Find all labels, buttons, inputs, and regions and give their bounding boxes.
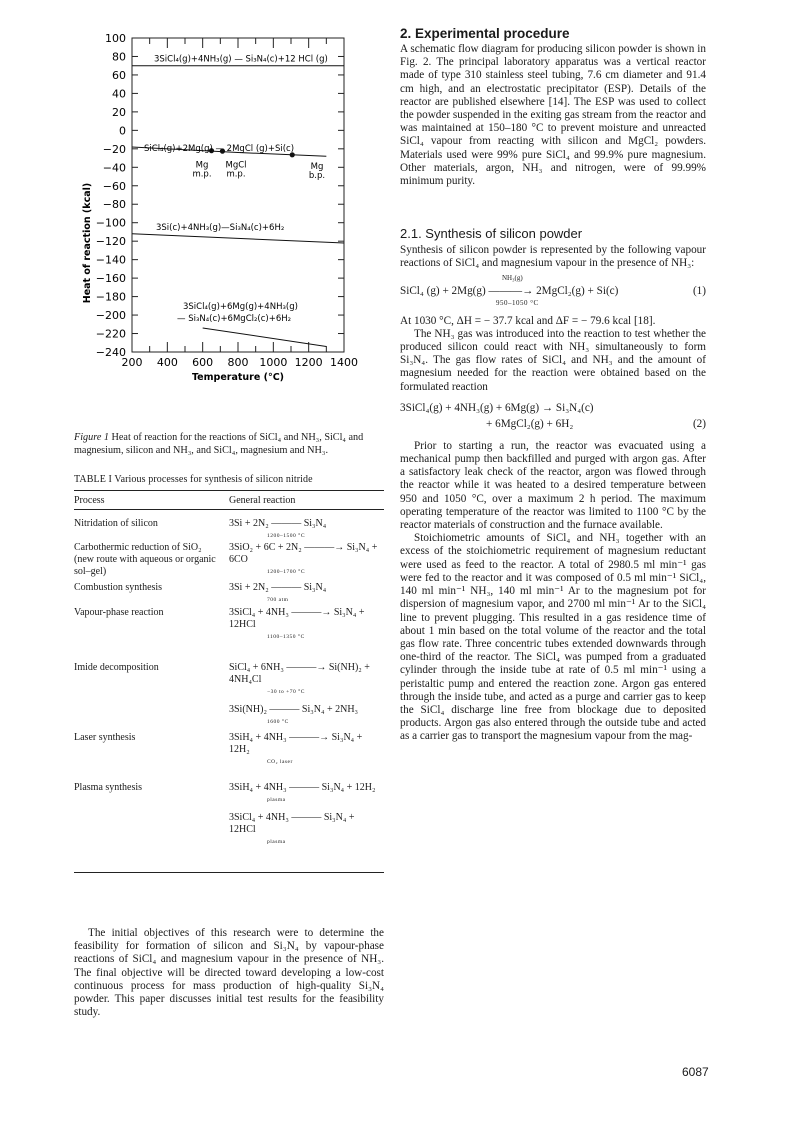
table-cell-process: Laser synthesis — [74, 732, 136, 743]
annotation-3-type: b.p. — [308, 171, 326, 182]
series-label-3: 3Si(c)+4NH₃(g)—Si₃N₄(c)+6H₂ — [156, 222, 285, 233]
x-tick-label: 1200 — [294, 356, 323, 369]
table-cell-reaction: 3SiO₂ + 6C + 2N₂ ———→ Si₃N₄ + 6CO 1200–1700 °C — [229, 542, 379, 584]
table-header-row — [74, 491, 384, 509]
table-cell-process: Imide decomposition — [74, 662, 159, 673]
table-title: TABLE I Various processes for synthesis of silicon nitride — [74, 474, 313, 485]
eq1-below: 950–1050 °C — [496, 298, 539, 307]
x-tick-label: 600 — [192, 356, 214, 369]
y-tick-label: −140 — [95, 253, 126, 267]
eq2-number: (2) — [692, 417, 706, 430]
annotation-2-type: m.p. — [226, 169, 246, 180]
y-tick-label: −180 — [95, 290, 126, 304]
table-cell-process: Carbothermic reduction of SiO₂ (new route with aqueous or organic sol–gel) — [74, 542, 216, 577]
series-line-4 — [203, 328, 327, 346]
table-cell-reaction: 3SiCl₄ + 4NH₃ ———→ Si₃N₄ + 12HCl 1100–1350 °C — [229, 607, 379, 649]
table-header-process: Process — [74, 495, 105, 506]
caption-label: Figure 1 — [74, 432, 109, 443]
y-tick-label: −40 — [102, 161, 126, 175]
section-2-heading: 2. Experimental procedure — [400, 26, 570, 41]
section-2-1-paragraph: Synthesis of silicon powder is represented by the following vapour reactions of SiCl₄ and magnesium vapour in the presence of NH₃: — [400, 244, 706, 270]
page-number: 6087 — [682, 1065, 709, 1079]
y-tick-label: −240 — [95, 346, 126, 359]
y-tick-label: −80 — [102, 198, 126, 212]
y-tick-label: −120 — [95, 235, 126, 249]
table-cell-reaction: 3Si + 2N₂ ——— Si₃N₄ 1200–1500 °C — [229, 518, 379, 548]
series-line-3 — [132, 234, 344, 243]
table-cell-note: 1100–1350 °C — [267, 634, 305, 640]
eq1-above: NH₃(g) — [502, 273, 523, 282]
eq1-result: At 1030 °C, ΔH = − 37.7 kcal and ΔF = − 79.6 kcal [18]. — [400, 314, 656, 327]
annotation-2-name: MgCl — [225, 160, 247, 171]
eq2-line1: 3SiCl₄(g) + 4NH₃(g) + 6Mg(g) → Si₃N₄(c) — [400, 401, 594, 414]
annotation-3-name: Mg — [310, 162, 324, 173]
table-cell-note: 1200–1700 °C — [267, 569, 305, 575]
y-tick-label: −220 — [95, 327, 126, 341]
eq1-text: SiCl₄ (g) + 2Mg(g) ———→ 2MgCl₂(g) + Si(c) — [400, 284, 619, 297]
y-tick-label: 60 — [112, 68, 126, 82]
nh3-paragraph: The NH₃ gas was introduced into the reaction to test whether the produced silicon could react with NH₃ simultaneously to form Si₃N₄. The gas flow rates of SiCl₄ and NH₃ and the amount of magnesium needed for the reaction were obtained based on the formulated reaction — [400, 327, 706, 393]
table-cell-reaction: 3SiH₄ + 4NH₃ ——— Si₃N₄ + 12H₂ plasma 3SiCl₄ + 4NH₃ ——— Si₃N₄ + 12HCl plasma — [229, 782, 379, 854]
table-cell-note: 1600 °C — [267, 719, 289, 725]
x-tick-label: 200 — [121, 356, 143, 369]
series-label-2: SiCl₄(g)+2Mg(g) — 2MgCl (g)+Si(c) — [144, 143, 295, 154]
table-header-reaction: General reaction — [229, 495, 296, 506]
table-cell-process: Vapour-phase reaction — [74, 607, 164, 618]
x-tick-label: 1400 — [330, 356, 358, 369]
annotation-1-type: m.p. — [192, 169, 212, 180]
x-tick-label: 400 — [156, 356, 178, 369]
table-cell-process: Plasma synthesis — [74, 782, 143, 793]
y-tick-label: −200 — [95, 309, 126, 323]
annotation-1-name: Mg — [195, 160, 209, 171]
run-paragraph: Prior to starting a run, the reactor was evacuated using a mechanical pump then backfilled and purged with argon gas. After a satisfactory leak check of the reactor, argon was flowed through the reactor while it was heated to a desired temperature between 950 and 1050 °C, over a maximum 2 h period. The maximum operating temperature of the reactor was limited to 1100 °C by the reactor materials of construction and the furnace available. — [400, 439, 706, 532]
table-cell-reaction: 3SiH₄ + 4NH₃ ———→ Si₃N₄ + 12H₂ CO₂ laser — [229, 732, 379, 774]
figure-1-chart — [74, 24, 414, 424]
y-tick-label: 100 — [105, 32, 126, 45]
y-tick-label: 0 — [119, 124, 126, 138]
eq2-line2: + 6MgCl₂(g) + 6H₂ — [486, 417, 574, 430]
y-tick-label: 20 — [112, 105, 126, 119]
table-bottom-rule — [74, 872, 384, 873]
table-cell-process: Combustion synthesis — [74, 582, 163, 593]
y-tick-label: −60 — [102, 179, 126, 193]
series-label-4a: 3SiCl₄(g)+6Mg(g)+4NH₃(g) — [183, 302, 298, 313]
table-cell-note: −30 to +70 °C — [267, 689, 305, 695]
caption-text: Heat of reaction for the reactions of SiCl₄ and NH₃, SiCl₄ and magnesium, silicon and NH₃, and SiCl₄, magnesium and NH₃. — [74, 432, 364, 456]
table-cell-note: 1200–1500 °C — [267, 533, 305, 539]
table-cell-note: plasma — [267, 797, 286, 803]
figure-caption — [74, 432, 384, 457]
table-1 — [74, 490, 384, 873]
stoich-paragraph: Stoichiometric amounts of SiCl₄ and NH₃ together with an excess of the stoichiometric requirement of magnesium reductant were used as feed to the reactor. A total of 2980.5 ml min⁻¹ gas were fed to the reactor and it was composed of 0.5 ml min⁻¹ SiCl₄, 140 ml min⁻¹ NH₃, 140 ml min⁻¹ Ar to the magnesium pot for dispersion of magnesium vapor, and 2700 ml min⁻¹ Ar to the SiCl₄ line to prevent plugging. This resulted in a gas residence time of about 1 min based on the total volume of the reactor and the total gas flow rate. Three concentric tubes extended downwards through one-third of the reactor. The SiCl₄ was pumped from a graduated cylinder through the inside tube at rate of 0.5 ml min⁻¹ using a peristaltic pump and entered the reaction zone. Argon gas entered through the inside tube, and acted as a purge and carrier gas to keep the SiCl₄ discharge line free from blockage due to deposited products. Argon gas also entered through the outside tube and acted as a carrier gas to transport the magnesium vapour from the mag- — [400, 532, 706, 743]
x-axis-title: Temperature (°C) — [191, 372, 285, 383]
table-cell-process: Nitridation of silicon — [74, 518, 158, 529]
series-label-4b: — Si₃N₄(c)+6MgCl₂(c)+6H₂ — [177, 314, 292, 325]
eq1-number: (1) — [692, 284, 706, 297]
section-2-paragraph: A schematic flow diagram for producing silicon powder is shown in Fig. 2. The principal laboratory apparatus was a vertical reactor made of type 310 stainless steel tubing, 7.6 cm diameter and 91.4 cm high, and an electrostatic precipitator (ESP). Details of the reactor are published elsewhere [14]. The ESP was used to collect the powder suspended in the exiting gas stream from the reactor and was maintained at 150–180 °C to prevent moisture and unreacted SiCl₄ vapour from reacting with silicon and MgCl₂ powders. Materials used were 99% pure SiCl₄ and 99.9% pure magnesium. Other materials, argon, NH₃ and nitrogen, were of 99.99% minimum purity. — [400, 43, 706, 188]
y-tick-label: −20 — [102, 142, 126, 156]
y-tick-label: −100 — [95, 216, 126, 230]
y-tick-label: 80 — [112, 50, 126, 64]
x-tick-label: 1000 — [259, 356, 288, 369]
equation-2 — [400, 402, 706, 436]
intro-paragraph: The initial objectives of this research were to determine the feasibility for formation of silicon and Si₃N₄ by vapour-phase reactions of SiCl₄ and magnesium vapour in the presence of NH₃. The final objective will be directed toward developing a low-cost continuous process for mass production of high-quality Si₃N₄ powder. This paper discusses initial test results for the feasibility study. — [74, 927, 384, 1019]
section-2-1-heading: 2.1. Synthesis of silicon powder — [400, 226, 583, 242]
table-cell-reaction: SiCl₄ + 6NH₃ ———→ Si(NH)₂ + 4NH₄Cl −30 to +70 °C 3Si(NH)₂ ——— Si₃N₄ + 2NH₃ 1600 °C — [229, 662, 379, 734]
y-tick-label: −160 — [95, 272, 126, 286]
table-cell-reaction: 3Si + 2N₂ ——— Si₃N₄ 700 atm — [229, 582, 379, 612]
series-label-1: 3SiCl₄(g)+4NH₃(g) — Si₃N₄(c)+12 HCl (g) — [154, 54, 328, 65]
table-cell-note: plasma — [267, 839, 286, 845]
x-tick-label: 800 — [227, 356, 249, 369]
table-cell-note: 700 atm — [267, 597, 289, 603]
y-tick-label: 40 — [112, 87, 126, 101]
right-column — [400, 26, 706, 744]
table-cell-note: CO₂ laser — [267, 759, 293, 765]
y-axis-title: Heat of reaction (kcal) — [82, 182, 93, 304]
table-body — [74, 510, 384, 872]
equation-1 — [400, 273, 706, 313]
